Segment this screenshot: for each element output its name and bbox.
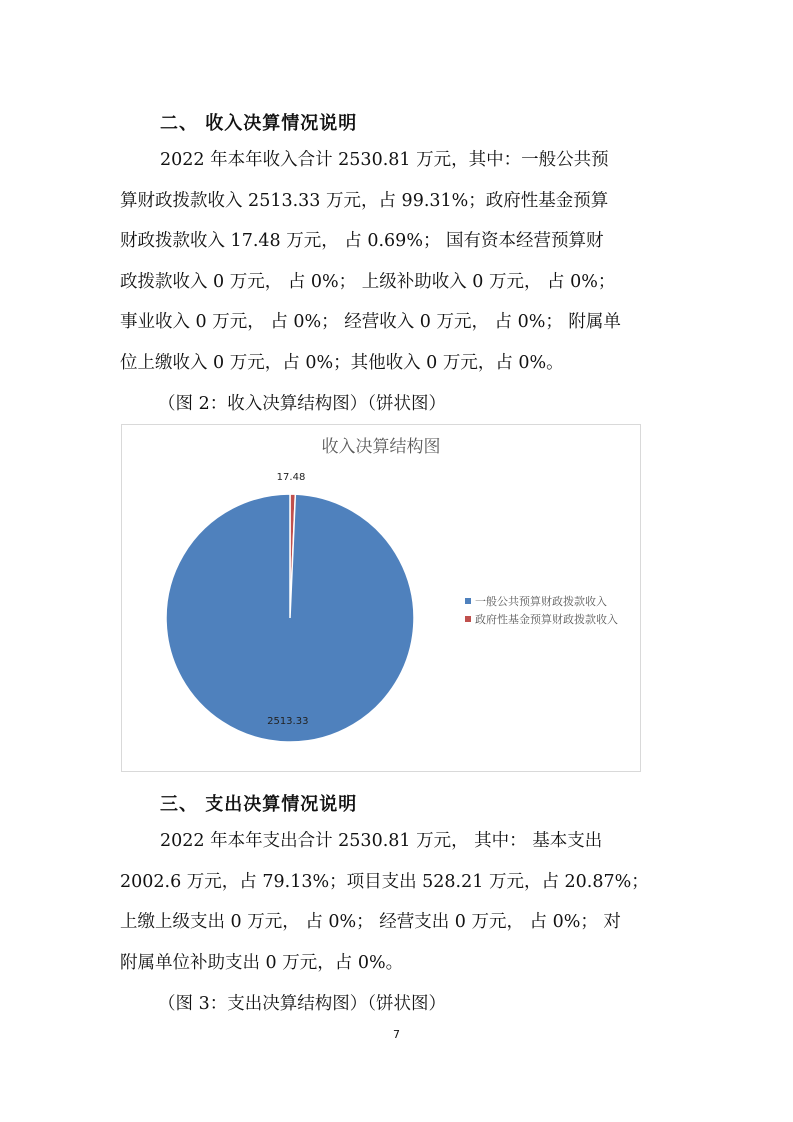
section3-paragraph: [120, 821, 680, 983]
section3-line: 2022 年本年支出合计 2530.81 万元， 其中： 基本支出: [160, 831, 603, 851]
section2-line: 位上缴收入 0 万元，占 0%；其他收入 0 万元，占 0%。: [120, 352, 564, 373]
chart-legend: [465, 594, 618, 626]
figure3-caption: （图 3：支出决算结构图）（饼状图）: [158, 994, 446, 1014]
legend-swatch: [465, 616, 471, 622]
section2-line: 2022 年本年收入合计 2530.81 万元，其中：一般公共预: [160, 150, 609, 170]
page-number: 7: [393, 1028, 400, 1041]
pie-chart-svg: [122, 425, 640, 771]
section2-line: 事业收入 0 万元， 占 0%； 经营收入 0 万元， 占 0%； 附属单: [120, 312, 621, 332]
section2-line: 政拨款收入 0 万元， 占 0%； 上级补助收入 0 万元， 占 0%；: [120, 271, 616, 292]
section2-paragraph: [120, 140, 680, 383]
pie-data-label: 17.48: [276, 472, 306, 484]
section3-heading: 三、 支出决算情况说明: [160, 794, 358, 815]
pie-slices: [166, 494, 414, 742]
section3-line: 2002.6 万元，占 79.13%；项目支出 528.21 万元，占 20.87%；: [120, 871, 649, 892]
section3-line: 附属单位补助支出 0 万元，占 0%。: [120, 952, 404, 973]
chart-title: 收入决算结构图: [321, 437, 441, 457]
section2-heading: 二、 收入决算情况说明: [160, 113, 358, 134]
section2-line: 财政拨款收入 17.48 万元， 占 0.69%； 国有资本经营预算财: [120, 231, 604, 251]
income-pie-chart: [121, 424, 641, 772]
figure2-caption: （图 2：收入决算结构图）（饼状图）: [158, 394, 446, 414]
pie-data-label: 2513.33: [267, 715, 309, 727]
section2-line: 算财政拨款收入 2513.33 万元，占 99.31%；政府性基金预算: [120, 190, 609, 211]
pie-slice-general-budget: [166, 494, 414, 742]
legend-swatch: [465, 598, 471, 604]
legend-label: 一般公共预算财政拨款收入: [475, 595, 607, 608]
section3-line: 上缴上级支出 0 万元， 占 0%； 经营支出 0 万元， 占 0%； 对: [120, 912, 621, 932]
legend-label: 政府性基金预算财政拨款收入: [475, 613, 618, 626]
